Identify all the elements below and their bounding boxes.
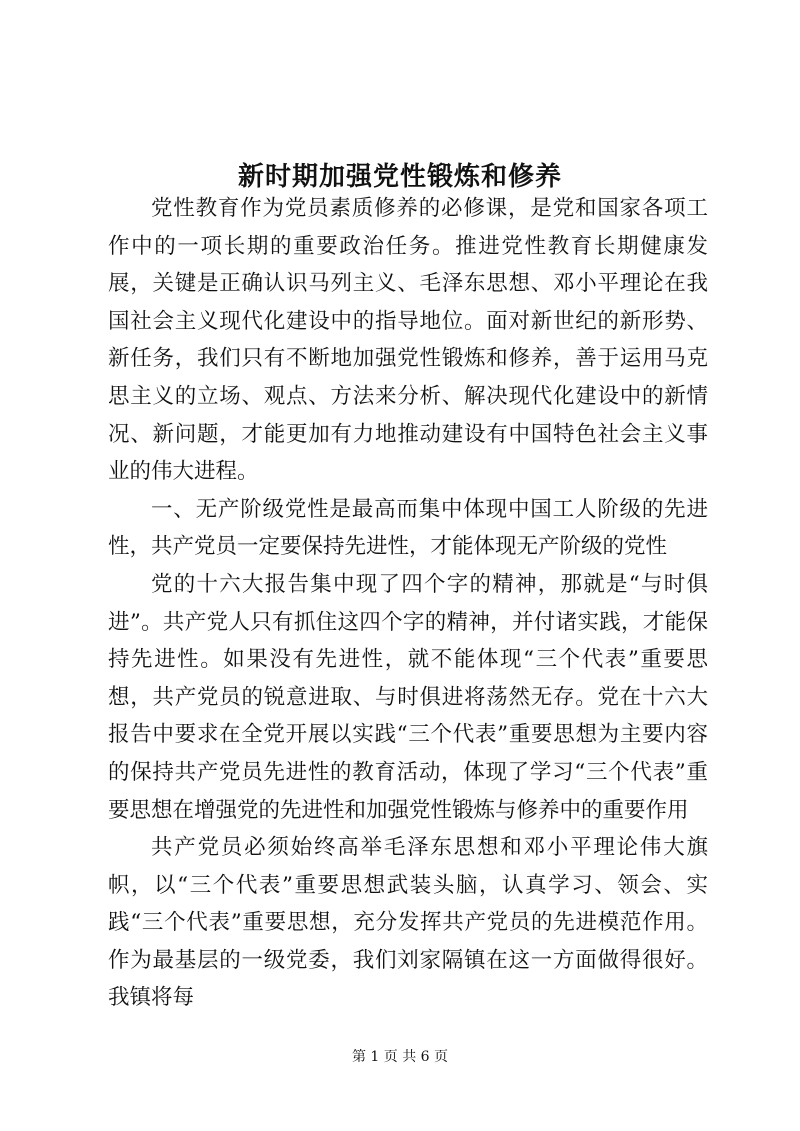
paragraph-party-members: 共产党员必须始终高举毛泽东思想和邓小平理论伟大旗帜，以“三个代表”重要思想武装头脑，认真学习、领会、实践“三个代表”重要思想，充分发挥共产党员的先进模范作用。作为最基层的一级党委，我们刘家隔镇在这一方面做得很好。我镇将每 [108, 835, 708, 1011]
section-heading-one: 一、无产阶级党性是最高而集中体现中国工人阶级的先进性，共产党员一定要保持先进性，才能体现无产阶级的党性 [108, 496, 708, 560]
document-body [108, 190, 708, 1017]
page-number-footer: 第 1 页 共 6 页 [351, 1049, 449, 1065]
paragraph-intro: 党性教育作为党员素质修养的必修课，是党和国家各项工作中的一项长期的重要政治任务。推进党性教育长期健康发展，关键是正确认识马列主义、毛泽东思想、邓小平理论在我国社会主义现代化建设中的指导地位。面对新世纪的新形势、新任务，我们只有不断地加强党性锻炼和修养，善于运用马克思主义的立场、观点、方法来分析、解决现代化建设中的新情况、新问题，才能更加有力地推动建设有中国特色社会主义事业的伟大进程。 [108, 196, 708, 485]
paragraph-sixteenth-congress: 党的十六大报告集中现了四个字的精神，那就是“与时俱进”。共产党人只有抓住这四个字的精神，并付诸实践，才能保持先进性。如果没有先进性，就不能体现“三个代表”重要思想，共产党员的锐意进取、与时俱进将荡然无存。党在十六大报告中要求在全党开展以实践“三个代表”重要思想为主要内容的保持共产党员先进性的教育活动，体现了学习“三个代表”重要思想在增强党的先进性和加强党性锻炼与修养中的重要作用 [108, 571, 708, 823]
document-title: 新时期加强党性锻炼和修养 [237, 162, 562, 193]
